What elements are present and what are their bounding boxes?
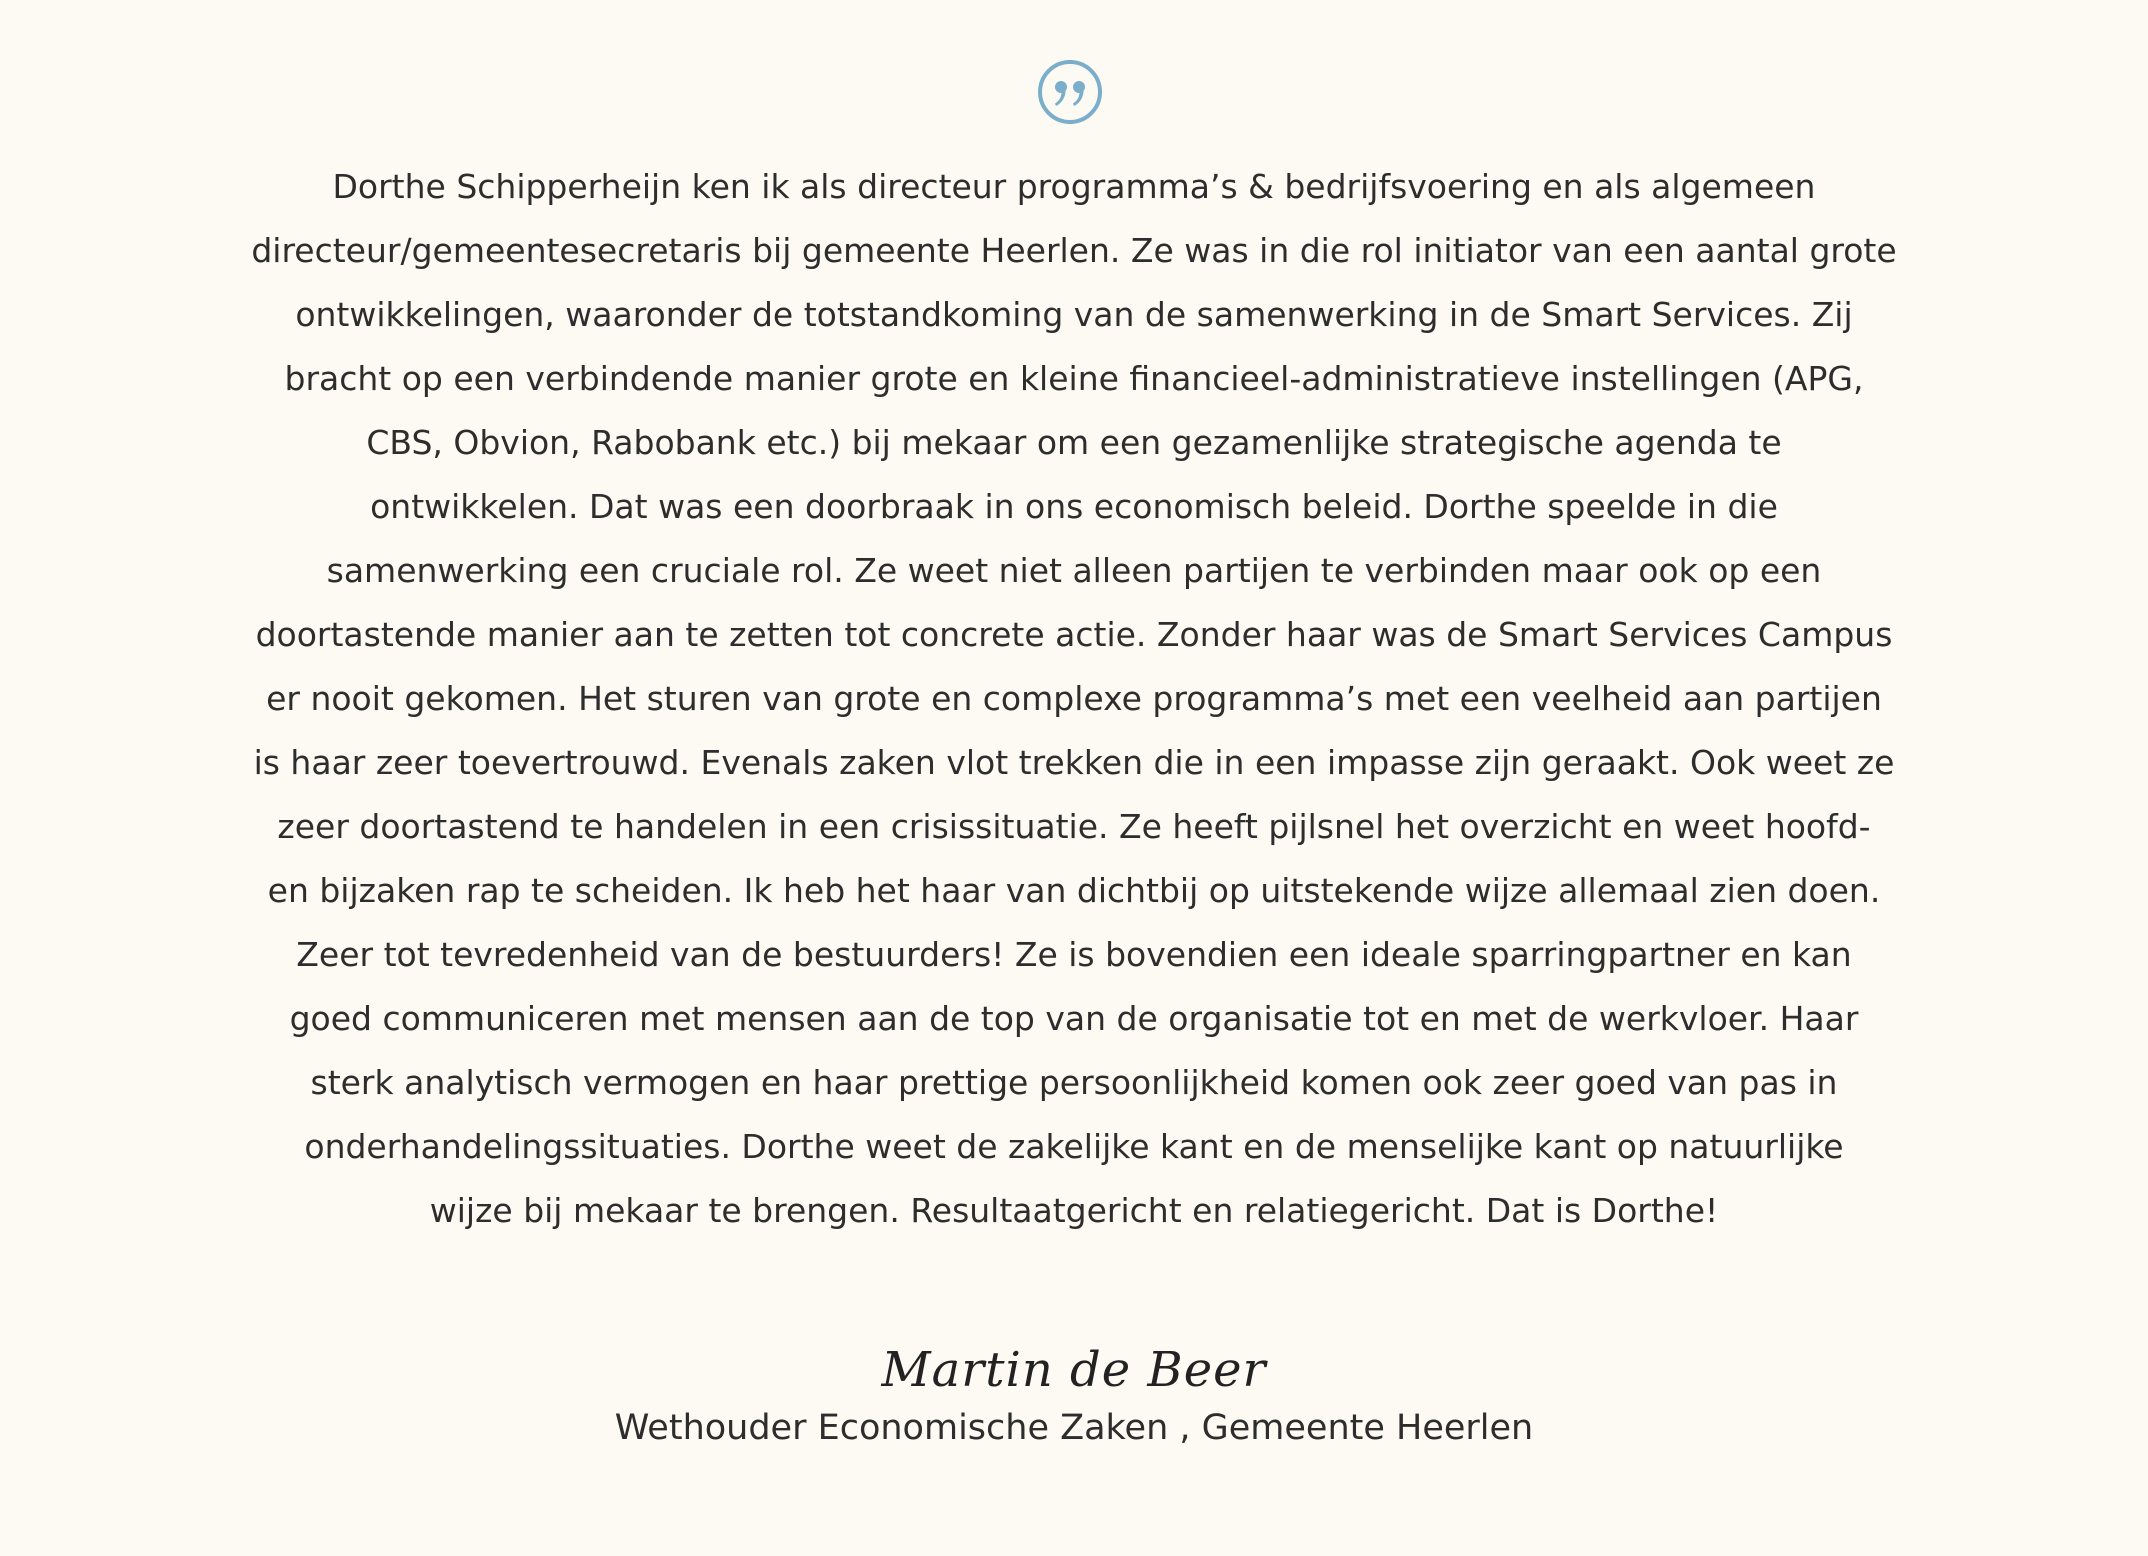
quote-line: doortastende manier aan te zetten tot concrete actie. Zonder haar was de Smart Services Campus [255,615,1893,654]
quote-line: Zeer tot tevredenheid van de bestuurders! Ze is bovendien een ideale sparringpartner en kan [296,935,1852,974]
quote-line: en bijzaken rap te scheiden. Ik heb het haar van dichtbij op uitstekende wijze allemaal zien doen. [267,871,1881,910]
quote-line: is haar zeer toevertrouwd. Evenals zaken vlot trekken die in een impasse zijn geraakt. Ook weet ze [253,743,1895,782]
quote-line: CBS, Obvion, Rabobank etc.) bij mekaar om een gezamenlijke strategische agenda te [366,423,1782,462]
quote-line: Dorthe Schipperheijn ken ik als directeur programma’s & bedrijfsvoering en als algemeen [332,167,1816,206]
quote-line: goed communiceren met mensen aan de top van de organisatie tot en met de werkvloer. Haar [289,999,1859,1038]
testimonial-quote [200,155,1948,1243]
author-role: Wethouder Economische Zaken , Gemeente Heerlen [614,1408,1534,1448]
quote-icon [1037,59,1103,125]
quote-line: zeer doortastend te handelen in een crisissituatie. Ze heeft pijlsnel het overzicht en weet hoofd- [277,807,1871,846]
quote-line: samenwerking een cruciale rol. Ze weet niet alleen partijen te verbinden maar ook op een [326,551,1822,590]
quote-line: sterk analytisch vermogen en haar prettige persoonlijkheid komen ook zeer goed van pas in [310,1063,1838,1102]
quote-line: bracht op een verbindende manier grote en kleine financieel-administratieve instellingen (APG, [284,359,1864,398]
quote-line: directeur/gemeentesecretaris bij gemeente Heerlen. Ze was in die rol initiator van een aantal grote [251,231,1897,270]
author-signature: Martin de Beer [881,1342,1267,1398]
quote-line: ontwikkelen. Dat was een doorbraak in ons economisch beleid. Dorthe speelde in die [370,487,1778,526]
quote-line: onderhandelingssituaties. Dorthe weet de zakelijke kant en de menselijke kant op natuurlijke [304,1127,1844,1166]
quote-line: ontwikkelingen, waaronder de totstandkoming van de samenwerking in de Smart Services. Zij [295,295,1853,334]
quote-line: wijze bij mekaar te brengen. Resultaatgericht en relatiegericht. Dat is Dorthe! [429,1191,1719,1230]
quote-line: er nooit gekomen. Het sturen van grote en complexe programma’s met een veelheid aan partijen [266,679,1882,718]
